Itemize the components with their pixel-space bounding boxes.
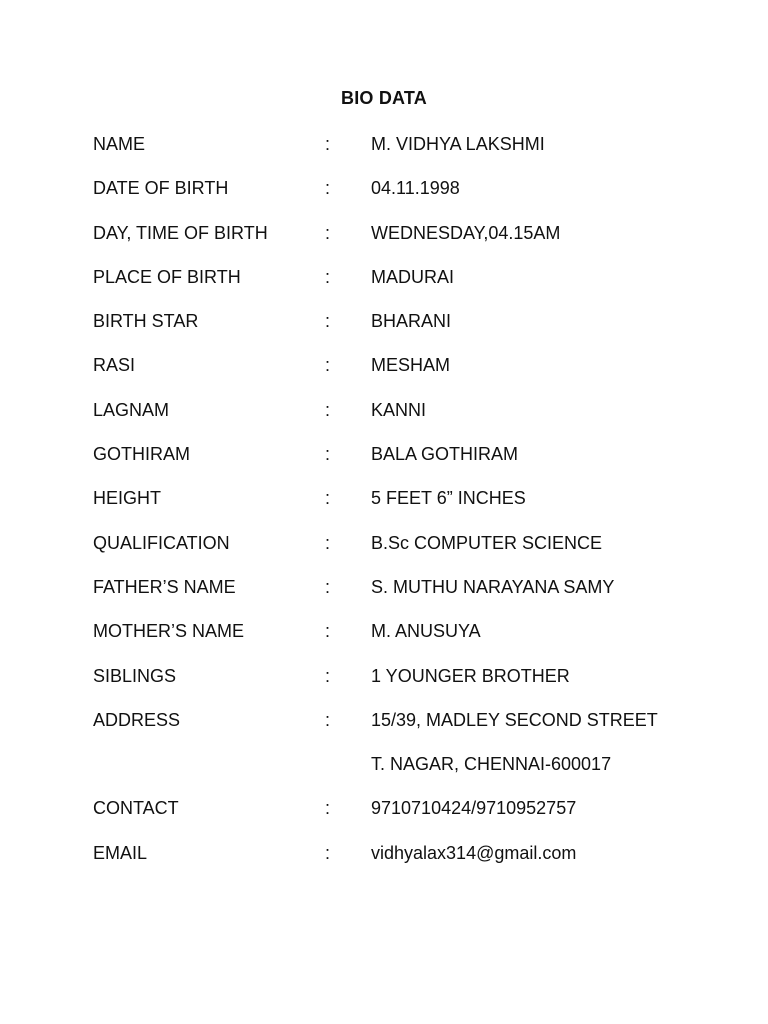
field-value: 9710710424/9710952757	[371, 798, 577, 819]
field-row	[93, 310, 733, 354]
field-value: 15/39, MADLEY SECOND STREET	[371, 709, 658, 730]
field-label: RASI	[93, 355, 136, 376]
field-separator: :	[325, 665, 331, 686]
field-row	[93, 532, 733, 576]
field-label: ADDRESS	[93, 709, 181, 730]
field-row	[93, 842, 733, 886]
field-separator: :	[325, 222, 331, 243]
field-value: BALA GOTHIRAM	[371, 444, 519, 465]
field-value: BHARANI	[371, 311, 452, 332]
field-label: FATHER’S NAME	[93, 576, 236, 597]
field-value: KANNI	[371, 399, 427, 420]
field-value: WEDNESDAY,04.15AM	[371, 222, 561, 243]
field-label: GOTHIRAM	[93, 444, 190, 465]
field-row	[93, 797, 733, 841]
field-separator: :	[325, 576, 331, 597]
field-separator: :	[325, 178, 331, 199]
field-label: CONTACT	[93, 798, 179, 819]
field-value: 04.11.1998	[371, 178, 460, 199]
biodata-field-list	[93, 133, 733, 886]
field-row	[93, 266, 733, 310]
field-value: B.Sc COMPUTER SCIENCE	[371, 532, 603, 553]
field-row	[93, 576, 733, 620]
field-separator: :	[325, 311, 331, 332]
field-separator: :	[325, 709, 331, 730]
field-label: EMAIL	[93, 842, 148, 863]
field-label: QUALIFICATION	[93, 532, 230, 553]
document-title: BIO DATA	[341, 88, 427, 108]
field-separator: :	[325, 621, 331, 642]
field-value: S. MUTHU NARAYANA SAMY	[371, 576, 615, 597]
field-value: M. VIDHYA LAKSHMI	[371, 134, 545, 154]
field-row	[93, 443, 733, 487]
field-label: DATE OF BIRTH	[93, 178, 229, 199]
field-row	[93, 354, 733, 398]
field-label: SIBLINGS	[93, 665, 177, 686]
field-separator: :	[325, 488, 331, 509]
field-label: DAY, TIME OF BIRTH	[93, 222, 268, 243]
field-value: 5 FEET 6” INCHES	[371, 488, 526, 509]
field-row	[93, 177, 733, 221]
field-separator: :	[325, 134, 331, 154]
field-row	[93, 487, 733, 531]
field-row	[93, 620, 733, 664]
field-row	[93, 399, 733, 443]
field-value: MADURAI	[371, 266, 455, 287]
field-row	[93, 665, 733, 709]
field-value: T. NAGAR, CHENNAI-600017	[371, 754, 612, 775]
field-separator: :	[325, 266, 331, 287]
field-value: MESHAM	[371, 355, 451, 376]
field-separator: :	[325, 355, 331, 376]
field-row	[93, 753, 733, 797]
field-label: NAME	[93, 134, 146, 154]
field-value: M. ANUSUYA	[371, 621, 481, 642]
field-separator: :	[325, 798, 331, 819]
field-label: LAGNAM	[93, 399, 170, 420]
field-separator: :	[325, 444, 331, 465]
field-separator: :	[325, 399, 331, 420]
field-separator: :	[325, 842, 331, 863]
field-value: 1 YOUNGER BROTHER	[371, 665, 570, 686]
field-label: PLACE OF BIRTH	[93, 266, 241, 287]
field-row	[93, 222, 733, 266]
field-value: vidhyalax314@gmail.com	[371, 842, 577, 863]
field-separator: :	[325, 532, 331, 553]
field-label: BIRTH STAR	[93, 311, 199, 332]
field-row	[93, 133, 733, 177]
field-label: MOTHER’S NAME	[93, 621, 245, 642]
field-label: HEIGHT	[93, 488, 162, 509]
field-row	[93, 709, 733, 753]
